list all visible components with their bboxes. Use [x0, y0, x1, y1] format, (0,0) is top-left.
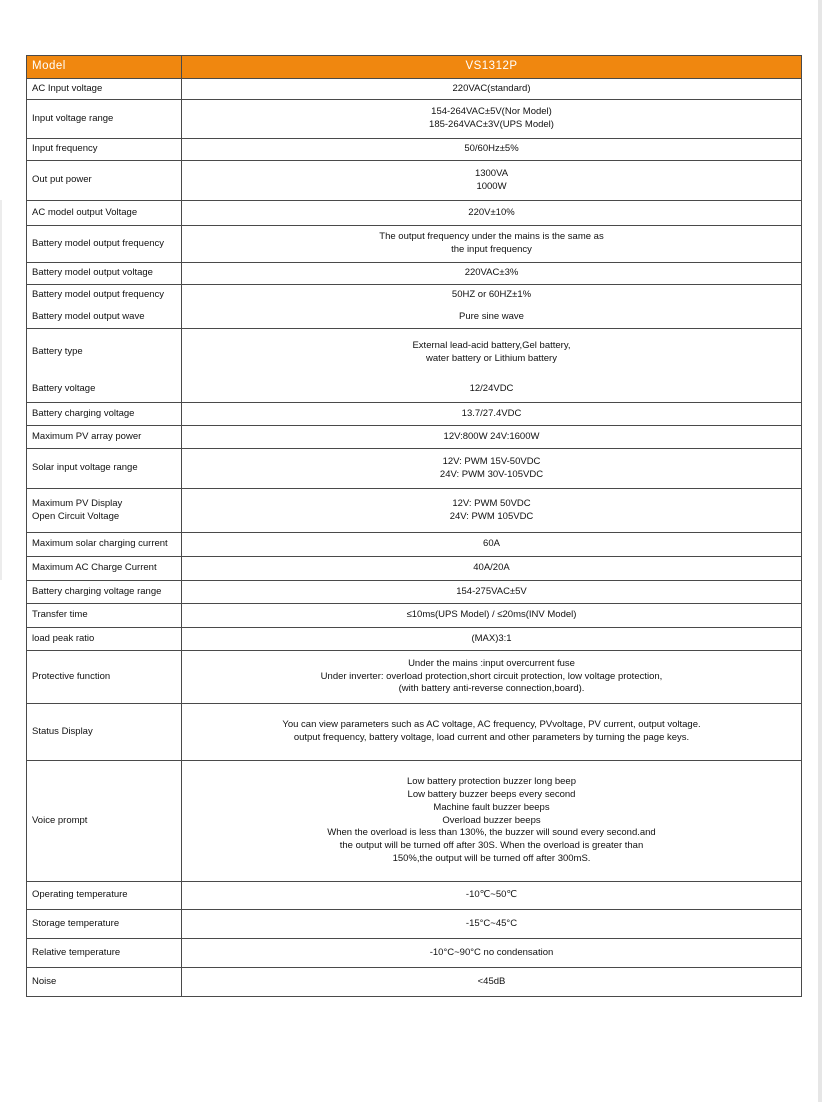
spec-value-line: 13.7/27.4VDC	[461, 407, 522, 419]
spec-label-line: Battery voltage	[32, 382, 96, 394]
spec-label-line: load peak ratio	[32, 632, 95, 644]
spec-value	[182, 426, 802, 449]
spec-label-line: Battery charging voltage range	[32, 585, 162, 597]
table-row	[27, 139, 802, 161]
table-row	[27, 968, 802, 997]
table-row	[27, 628, 802, 651]
spec-value	[182, 403, 802, 426]
spec-value	[182, 489, 802, 533]
spec-value-line: Overload buzzer beeps	[442, 814, 541, 826]
spec-label-line: Voice prompt	[32, 814, 88, 826]
spec-label-line: Operating temperature	[32, 889, 128, 901]
page-edge-mark	[0, 200, 2, 580]
spec-label	[27, 604, 182, 628]
table-row	[27, 426, 802, 449]
header-model-label: Model	[27, 56, 182, 79]
spec-label-line: Battery model output voltage	[32, 267, 153, 279]
table-row	[27, 285, 802, 307]
spec-value	[182, 704, 802, 761]
spec-label-line: Battery model output frequency	[32, 237, 165, 249]
spec-label	[27, 329, 182, 377]
spec-label	[27, 581, 182, 604]
spec-label-line: Transfer time	[32, 609, 88, 621]
spec-value-line: Pure sine wave	[459, 310, 524, 322]
spec-label-line: Maximum solar charging current	[32, 538, 168, 550]
spec-value-line: When the overload is less than 130%, the buzzer will sound every second.and	[327, 827, 656, 839]
table-row	[27, 79, 802, 100]
spec-label-line: Solar input voltage range	[32, 462, 138, 474]
spec-value-line: 154-264VAC±5V(Nor Model)	[431, 106, 552, 118]
spec-value-line: -15°C~45°C	[465, 917, 518, 929]
spec-value-line: 12/24VDC	[469, 382, 514, 394]
spec-value	[182, 939, 802, 968]
spec-value-line: 12V: PWM 50VDC	[452, 497, 531, 509]
spec-label	[27, 882, 182, 910]
spec-label-line: Battery charging voltage	[32, 407, 135, 419]
spec-value-line: 12V:800W 24V:1600W	[443, 430, 540, 442]
spec-value	[182, 100, 802, 139]
table-row	[27, 910, 802, 939]
spec-label	[27, 761, 182, 882]
spec-value-line: the input frequency	[451, 244, 532, 255]
spec-value	[182, 882, 802, 910]
spec-value-line: Machine fault buzzer beeps	[433, 801, 550, 813]
spec-label	[27, 628, 182, 651]
spec-label-line: Battery model output frequency	[32, 289, 165, 301]
spec-label	[27, 79, 182, 100]
page-edge-shadow	[818, 0, 822, 1102]
spec-value-line: External lead-acid battery,Gel battery,	[412, 339, 571, 351]
spec-label	[27, 651, 182, 704]
spec-label	[27, 100, 182, 139]
table-row	[27, 161, 802, 201]
spec-label	[27, 201, 182, 226]
spec-label-line: AC Input voltage	[32, 82, 103, 94]
spec-value	[182, 761, 802, 882]
spec-value	[182, 377, 802, 403]
spec-value-line: 50/60Hz±5%	[464, 143, 519, 155]
header-model-value: VS1312P	[182, 56, 802, 79]
spec-value	[182, 139, 802, 161]
spec-value-line: Low battery protection buzzer long beep	[407, 776, 576, 788]
spec-value-line: 220VAC(standard)	[452, 82, 531, 94]
spec-label	[27, 968, 182, 997]
spec-value-line: You can view parameters such as AC voltage, AC frequency, PVvoltage, PV current, output voltage.	[282, 719, 701, 731]
spec-value	[182, 449, 802, 489]
spec-value	[182, 910, 802, 939]
spec-label	[27, 307, 182, 329]
table-row	[27, 100, 802, 139]
spec-value	[182, 628, 802, 651]
table-row	[27, 329, 802, 377]
table-row	[27, 307, 802, 329]
spec-value	[182, 581, 802, 604]
spec-label	[27, 489, 182, 533]
spec-label-line: Input frequency	[32, 143, 98, 155]
table-row	[27, 651, 802, 704]
spec-value-line: 154-275VAC±5V	[456, 585, 527, 597]
spec-label-line: Maximum PV Display	[32, 497, 123, 509]
table-row	[27, 403, 802, 426]
spec-label	[27, 426, 182, 449]
spec-value	[182, 263, 802, 285]
spec-label	[27, 449, 182, 489]
spec-label	[27, 533, 182, 557]
spec-label-line: Protective function	[32, 670, 111, 682]
spec-table-body	[27, 79, 802, 997]
spec-value	[182, 226, 802, 263]
spec-label	[27, 377, 182, 403]
spec-value-line: 50HZ or 60HZ±1%	[451, 289, 532, 301]
spec-label	[27, 403, 182, 426]
spec-value-line: Under inverter: overload protection,short circuit protection, low voltage protection,	[320, 670, 663, 682]
spec-label-line: Battery model output wave	[32, 310, 145, 322]
spec-value-line: 24V: PWM 30V-105VDC	[439, 468, 544, 480]
spec-label	[27, 704, 182, 761]
spec-value-line: The output frequency under the mains is the same as	[379, 231, 604, 243]
spec-value	[182, 557, 802, 581]
table-row	[27, 263, 802, 285]
spec-label	[27, 139, 182, 161]
spec-value-line: output frequency, battery voltage, load current and other parameters by turning the page keys.	[293, 732, 690, 743]
spec-value-line: (with battery anti-reverse connection,board).	[398, 683, 585, 695]
spec-value	[182, 604, 802, 628]
spec-value-line: the output will be turned off after 30S. When the overload is greater than	[339, 840, 644, 852]
spec-label-line: Relative temperature	[32, 946, 121, 958]
spec-value-line: <45dB	[477, 975, 506, 987]
spec-value-line: 12V: PWM 15V-50VDC	[442, 455, 541, 467]
spec-value	[182, 968, 802, 997]
spec-value	[182, 79, 802, 100]
spec-label-line: Input voltage range	[32, 112, 114, 124]
spec-value-line: 220VAC±3%	[464, 267, 519, 279]
spec-label-line: Maximum PV array power	[32, 430, 142, 442]
spec-label-line: Noise	[32, 975, 57, 987]
spec-value-line: Under the mains :input overcurrent fuse	[408, 657, 575, 669]
spec-label-line: Battery type	[32, 346, 83, 358]
spec-value-line: 1300VA	[474, 167, 509, 179]
spec-value-line: -10°C~90°C no condensation	[429, 946, 554, 958]
spec-label-line: Status Display	[32, 725, 93, 737]
table-row	[27, 377, 802, 403]
table-header-row	[27, 56, 802, 79]
spec-label-line: AC model output Voltage	[32, 206, 138, 218]
spec-value-line: Low battery buzzer beeps every second	[407, 788, 576, 800]
spec-value-line: -10℃~50℃	[465, 889, 518, 901]
spec-value-line: 60A	[483, 538, 500, 550]
table-row	[27, 226, 802, 263]
spec-value	[182, 307, 802, 329]
table-row	[27, 557, 802, 581]
spec-label	[27, 910, 182, 939]
spec-value	[182, 651, 802, 704]
table-row	[27, 882, 802, 910]
table-row	[27, 201, 802, 226]
table-row	[27, 761, 802, 882]
spec-label	[27, 161, 182, 201]
spec-label	[27, 557, 182, 581]
spec-label	[27, 226, 182, 263]
spec-value-line: 24V: PWM 105VDC	[449, 510, 534, 522]
table-row	[27, 449, 802, 489]
spec-value-line: 185-264VAC±3V(UPS Model)	[429, 119, 554, 130]
table-row	[27, 604, 802, 628]
spec-value-line: 150%,the output will be turned off after 300mS.	[392, 853, 591, 865]
spec-label	[27, 939, 182, 968]
spec-value-line: 220V±10%	[468, 206, 515, 218]
spec-label-line: Open Circuit Voltage	[32, 510, 120, 522]
spec-value	[182, 161, 802, 201]
spec-value	[182, 329, 802, 377]
spec-label-line: Storage temperature	[32, 917, 120, 929]
spec-label	[27, 285, 182, 307]
spec-label	[27, 263, 182, 285]
table-row	[27, 704, 802, 761]
spec-value-line: 1000W	[476, 180, 507, 192]
table-row	[27, 939, 802, 968]
spec-label-line: Maximum AC Charge Current	[32, 562, 157, 574]
spec-value-line: water battery or Lithium battery	[426, 352, 557, 364]
spec-value-line: (MAX)3:1	[471, 632, 512, 644]
spec-value	[182, 201, 802, 226]
spec-value	[182, 285, 802, 307]
table-row	[27, 533, 802, 557]
table-row	[27, 581, 802, 604]
spec-value-line: ≤10ms(UPS Model) / ≤20ms(INV Model)	[406, 609, 577, 621]
spec-value	[182, 533, 802, 557]
table-row	[27, 489, 802, 533]
spec-value-line: 40A/20A	[473, 562, 510, 574]
spec-label-line: Out put power	[32, 174, 92, 186]
spec-table	[26, 55, 802, 997]
